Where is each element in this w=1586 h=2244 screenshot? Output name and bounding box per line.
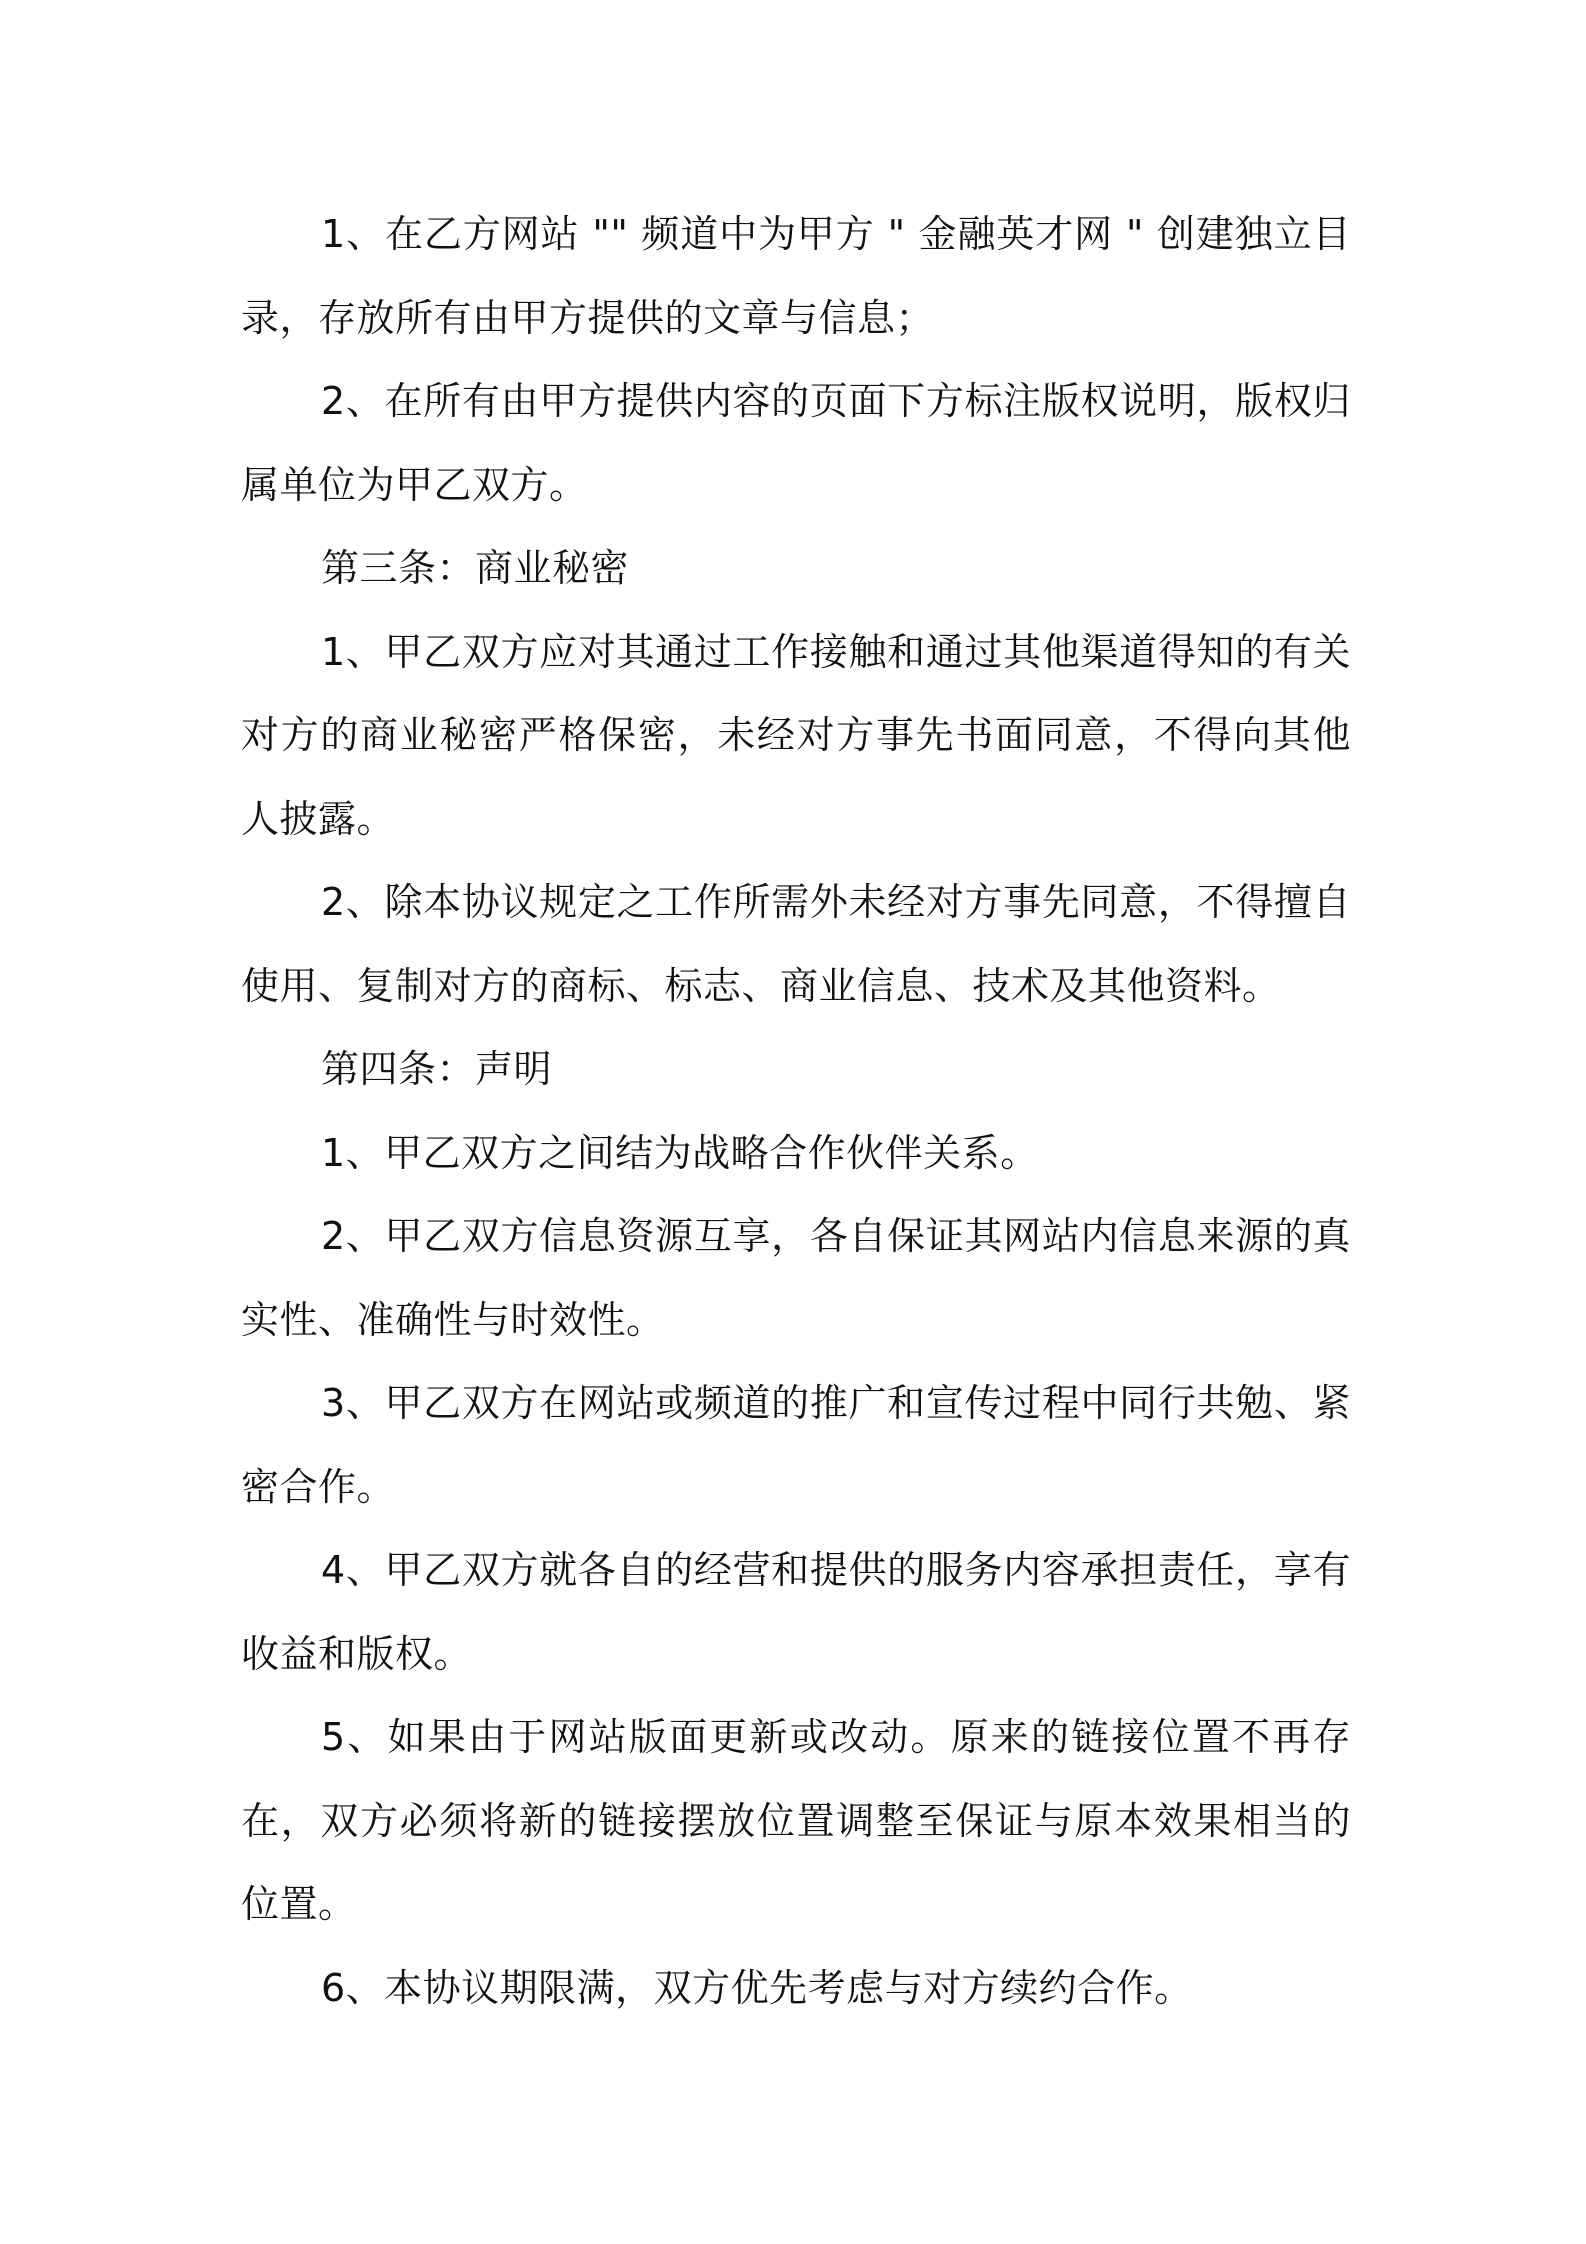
paragraph-article-4-item-1: 1、甲乙双方之间结为战略合作伙伴关系。: [321, 1130, 1039, 1175]
document-body: [241, 193, 1351, 2030]
paragraph-article-4-item-5: 5、如果由于网站版面更新或改动。原来的链接位置不再存在，双方必须将新的链接摆放位置调整至保证与原本效果相当的位置。: [241, 1715, 1351, 1926]
paragraph-article-3-item-1: 1、甲乙双方应对其通过工作接触和通过其他渠道得知的有关对方的商业秘密严格保密，未经对方事先书面同意，不得向其他人披露。: [241, 629, 1351, 841]
section-heading-article-3: 第三条：商业秘密: [321, 546, 630, 590]
paragraph-clause-2: 2、在所有由甲方提供内容的页面下方标注版权说明，版权归属单位为甲乙双方。: [241, 379, 1351, 507]
paragraph-article-4-item-2: 2、甲乙双方信息资源互享，各自保证其网站内信息来源的真实性、准确性与时效性。: [241, 1214, 1351, 1342]
paragraph-clause-1: 1、在乙方网站 "" 频道中为甲方 " 金融英才网 " 创建独立目录，存放所有由甲方提供的文章与信息；: [241, 212, 1351, 340]
paragraph-article-3-item-2: 2、除本协议规定之工作所需外未经对方事先同意，不得擅自使用、复制对方的商标、标志、商业信息、技术及其他资料。: [241, 880, 1351, 1008]
section-heading-article-4: 第四条：声明: [321, 1047, 553, 1091]
paragraph-article-4-item-3: 3、甲乙双方在网站或频道的推广和宣传过程中同行共勉、紧密合作。: [241, 1381, 1351, 1509]
paragraph-article-4-item-4: 4、甲乙双方就各自的经营和提供的服务内容承担责任，享有收益和版权。: [241, 1548, 1351, 1676]
paragraph-article-4-item-6: 6、本协议期限满，双方优先考虑与对方续约合作。: [321, 1965, 1193, 2010]
